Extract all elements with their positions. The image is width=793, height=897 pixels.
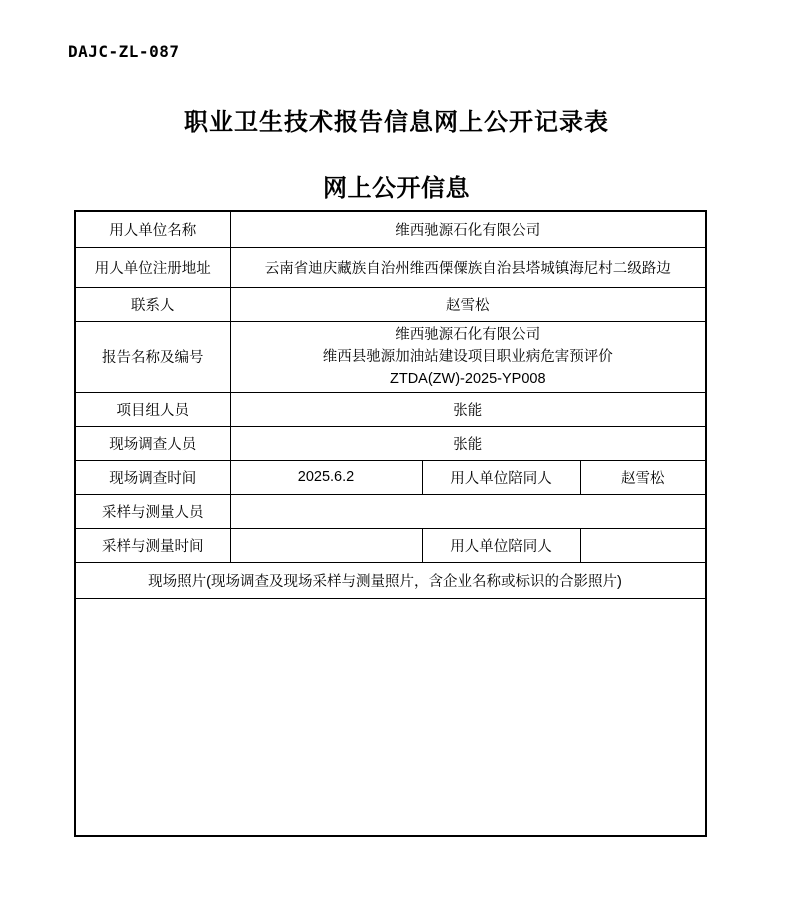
sampling-companion-value <box>580 528 706 562</box>
survey-staff-value: 张能 <box>230 426 706 460</box>
row-project-team <box>75 392 706 426</box>
row-sampling-staff <box>75 494 706 528</box>
row-sampling-time <box>75 528 706 562</box>
survey-time-value: 2025.6.2 <box>230 460 422 494</box>
row-survey-time <box>75 460 706 494</box>
report-line3: ZTDA(ZW)-2025-YP008 <box>390 370 546 387</box>
survey-time-label: 现场调查时间 <box>75 460 230 494</box>
page-title: 职业卫生技术报告信息网上公开记录表 <box>184 109 609 136</box>
photos-area <box>75 598 706 836</box>
employer-name-value: 维西驰源石化有限公司 <box>230 211 706 247</box>
record-table <box>74 210 707 837</box>
report-line2: 维西县驰源加油站建设项目职业病危害预评价 <box>322 348 613 365</box>
sampling-staff-label: 采样与测量人员 <box>75 494 230 528</box>
survey-companion-label: 用人单位陪同人 <box>422 460 580 494</box>
photos-caption: 现场照片(现场调查及现场采样与测量照片，含企业名称或标识的合影照片) <box>75 562 706 598</box>
project-team-value: 张能 <box>230 392 706 426</box>
page-subtitle: 网上公开信息 <box>323 175 470 202</box>
project-team-label: 项目组人员 <box>75 392 230 426</box>
report-value <box>230 321 706 392</box>
row-survey-staff <box>75 426 706 460</box>
employer-name-label: 用人单位名称 <box>75 211 230 247</box>
report-line1: 维西驰源石化有限公司 <box>395 326 541 343</box>
sampling-time-value <box>230 528 422 562</box>
row-photos-caption <box>75 562 706 598</box>
employer-address-label: 用人单位注册地址 <box>75 247 230 287</box>
row-contact <box>75 287 706 321</box>
row-photos-area <box>75 598 706 836</box>
survey-staff-label: 现场调查人员 <box>75 426 230 460</box>
row-employer-name <box>75 211 706 247</box>
sampling-companion-label: 用人单位陪同人 <box>422 528 580 562</box>
contact-label: 联系人 <box>75 287 230 321</box>
row-report-name-number <box>75 321 706 392</box>
sampling-time-label: 采样与测量时间 <box>75 528 230 562</box>
sampling-staff-value <box>230 494 706 528</box>
contact-value: 赵雪松 <box>230 287 706 321</box>
row-employer-address <box>75 247 706 287</box>
doc-code: DAJC-ZL-087 <box>68 42 180 61</box>
survey-companion-value: 赵雪松 <box>580 460 706 494</box>
employer-address-value: 云南省迪庆藏族自治州维西傈僳族自治县塔城镇海尼村二级路边 <box>230 247 706 287</box>
report-label: 报告名称及编号 <box>75 321 230 392</box>
